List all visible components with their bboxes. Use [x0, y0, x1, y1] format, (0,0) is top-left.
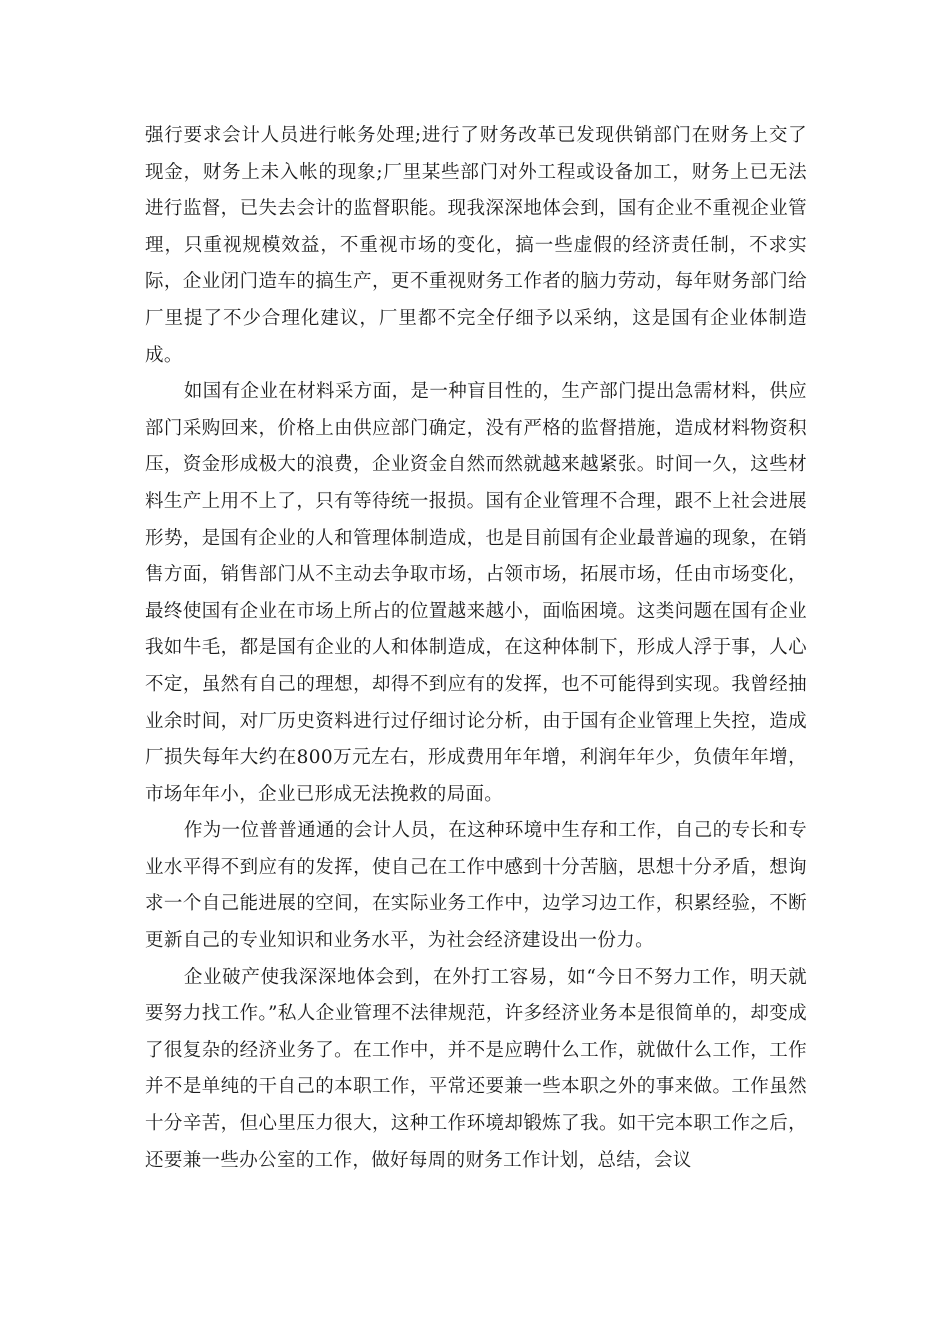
- paragraph-3: 作为一位普普通通的会计人员，在这种环境中生存和工作，自己的专长和专业水平得不到应有的发挥，使自己在工作中感到十分苦脑，思想十分矛盾，想询求一个自己能进展的空间，在实际业务工作中，边学习边工作，积累经验，不断更新自己的专业知识和业务水平，为社会经济建设出一份力。: [145, 820, 807, 952]
- paragraph-1: 强行要求会计人员进行帐务处理;进行了财务改革已发现供销部门在财务上交了现金，财务上未入帐的现象;厂里某些部门对外工程或设备加工，财务上已无法进行监督，已失去会计的监督职能。现我深深地体会到，国有企业不重视企业管理，只重视规模效益，不重视市场的变化，搞一些虚假的经济责任制，不求实际，企业闭门造车的搞生产，更不重视财务工作者的脑力劳动，每年财务部门给厂里提了不少合理化建议，厂里都不完全仔细予以采纳，这是国有企业体制造成。: [145, 125, 807, 366]
- paragraph-4: 企业破产使我深深地体会到，在外打工容易，如“今日不努力工作，明天就要努力找工作。”私人企业管理不法律规范，许多经济业务本是很简单的，却变成了很复杂的经济业务了。在工作中，并不是应聘什么工作，就做什么工作，工作并不是单纯的干自己的本职工作，平常还要兼一些本职之外的事来做。工作虽然十分辛苦，但心里压力很大，这种工作环境却锻炼了我。如干完本职工作之后，还要兼一些办公室的工作，做好每周的财务工作计划，总结，会议: [145, 966, 807, 1171]
- document-body: [145, 118, 807, 1179]
- paragraph-2: 如国有企业在材料采方面，是一种盲目性的，生产部门提出急需材料，供应部门采购回来，价格上由供应部门确定，没有严格的监督措施，造成材料物资积压，资金形成极大的浪费，企业资金自然而然就越来越紧张。时间一久，这些材料生产上用不上了，只有等待统一报损。国有企业管理不合理，跟不上社会进展形势，是国有企业的人和管理体制造成，也是目前国有企业最普遍的现象，在销售方面，销售部门从不主动去争取市场，占领市场，拓展市场，任由市场变化，最终使国有企业在市场上所占的位置越来越小，面临困境。这类问题在国有企业我如牛毛，都是国有企业的人和体制造成，在这种体制下，形成人浮于事，人心不定，虽然有自己的理想，却得不到应有的发挥，也不可能得到实现。我曾经抽业余时间，对厂历史资料进行过仔细讨论分析，由于国有企业管理上失控，造成厂损失每年大约在800万元左右，形成费用年年增，利润年年少，负债年年增，市场年年小，企业已形成无法挽救的局面。: [145, 381, 807, 805]
